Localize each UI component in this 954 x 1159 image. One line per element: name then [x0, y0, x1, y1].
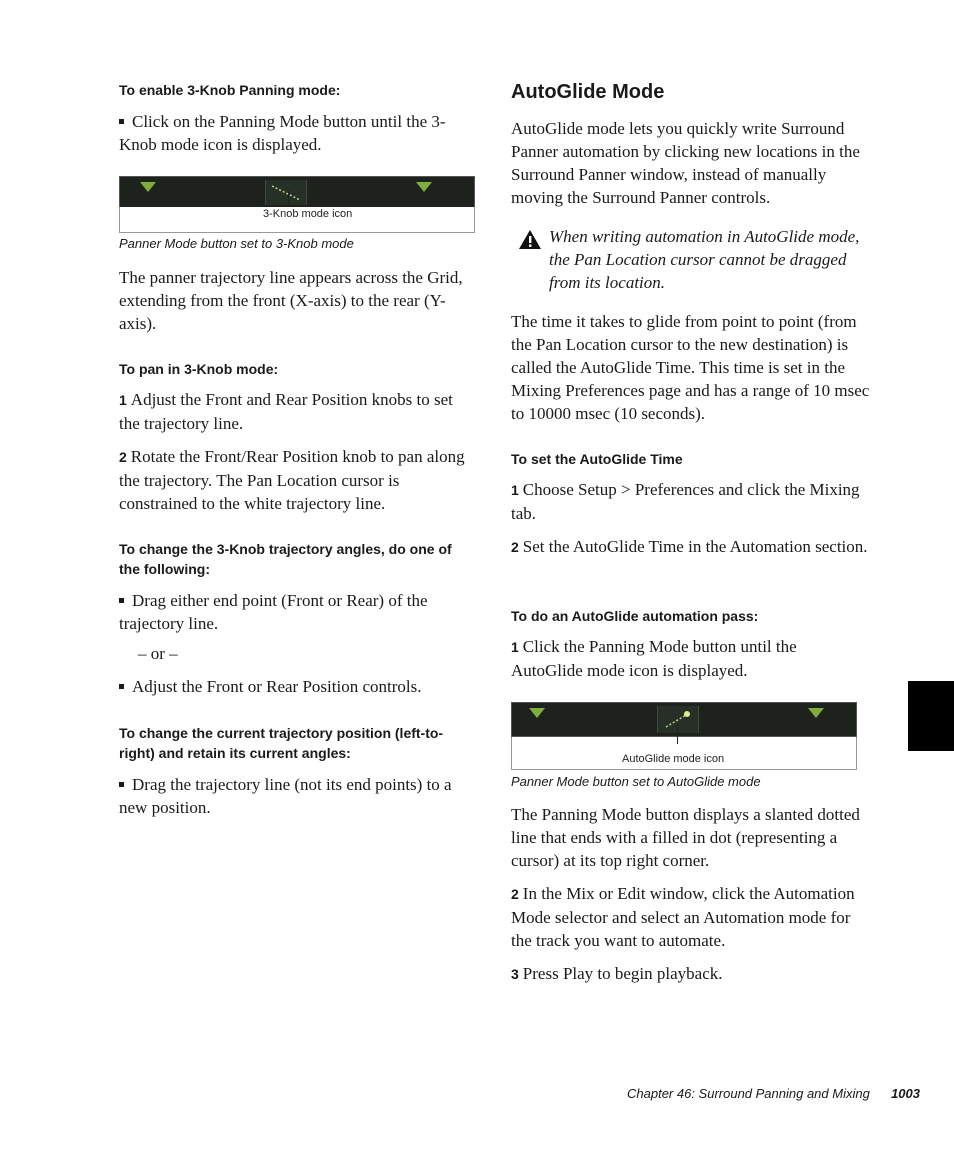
- bullet-icon: [119, 598, 124, 603]
- heading-autoglide-pass: To do an AutoGlide automation pass:: [511, 608, 759, 624]
- pass-step-3: 3 Press Play to begin playback.: [511, 964, 723, 983]
- figure-1-leader-line: [288, 190, 289, 207]
- autoglide-mode-icon: [657, 706, 699, 733]
- footer-page-number: 1003: [891, 1086, 920, 1101]
- heading-enable-3knob: To enable 3-Knob Panning mode:: [119, 82, 341, 98]
- bullet-icon: [119, 782, 124, 787]
- position-bullet: Drag the trajectory line (not its end points) to a new position.: [119, 775, 452, 817]
- pass-step-2: 2 In the Mix or Edit window, click the Automation Mode selector and select an Automation mode for the track you want to automate.: [511, 884, 855, 950]
- angles-bullet-2: Adjust the Front or Rear Position controls.: [119, 675, 475, 698]
- panner-mode-button-3knob: [119, 176, 475, 209]
- autoglide-time-paragraph: The time it takes to glide from point to point (from the Pan Location cursor to the new destination) is called the AutoGlide Time. This time is set in the Mixing Preferences page and has a range of 10 msec to 10000 msec (10 seconds).: [511, 312, 870, 423]
- figure-1-caption: Panner Mode button set to 3-Knob mode: [119, 236, 354, 251]
- figure-2-leader-line: [677, 724, 678, 744]
- trajectory-paragraph: The panner trajectory line appears across the Grid, extending from the front (X-axis) to the rear (Y-axis).: [119, 268, 463, 333]
- chapter-thumb-tab: [908, 681, 954, 751]
- warning-icon: [518, 229, 542, 255]
- heading-pan-3knob: To pan in 3-Knob mode:: [119, 361, 279, 377]
- figure-1-callout-label: 3-Knob mode icon: [263, 208, 353, 220]
- or-separator: – or –: [138, 644, 178, 663]
- heading-change-angles: To change the 3-Knob trajectory angles, do one of the following:: [119, 541, 452, 577]
- front-triangle-icon: [529, 708, 545, 718]
- pass-step-1: 1 Click the Panning Mode button until the AutoGlide mode icon is displayed.: [511, 637, 797, 680]
- pan-step-2: 2 Rotate the Front/Rear Position knob to pan along the trajectory. The Pan Location cursor is constrained to the white trajectory line.: [119, 447, 465, 513]
- heading-change-position: To change the current trajectory position (left-to-right) and retain its current angles:: [119, 725, 444, 761]
- time-step-2: 2 Set the AutoGlide Time in the Automation section.: [511, 537, 868, 556]
- 3knob-mode-icon: [265, 180, 307, 205]
- rear-triangle-icon: [808, 708, 824, 718]
- heading-set-autoglide-time: To set the AutoGlide Time: [511, 451, 683, 467]
- bullet-icon: [119, 684, 124, 689]
- section-title: AutoGlide Mode: [511, 81, 665, 103]
- bullet-icon: [119, 119, 124, 124]
- pan-step-1: 1 Adjust the Front and Rear Position knobs to set the trajectory line.: [119, 390, 453, 433]
- time-step-1: 1 Choose Setup > Preferences and click the Mixing tab.: [511, 480, 860, 523]
- page-footer: [627, 1086, 920, 1101]
- footer-chapter: Chapter 46: Surround Panning and Mixing: [627, 1086, 870, 1101]
- figure-2-caption: Panner Mode button set to AutoGlide mode: [511, 774, 761, 789]
- enable-bullet-item: Click on the Panning Mode button until the 3-Knob mode icon is displayed.: [119, 112, 446, 154]
- angles-bullet-1: Drag either end point (Front or Rear) of the trajectory line.: [119, 591, 428, 633]
- dotted-line-icon: [266, 180, 306, 204]
- display-paragraph: The Panning Mode button displays a slanted dotted line that ends with a filled in dot (representing a cursor) at its top right corner.: [511, 805, 860, 870]
- intro-paragraph: AutoGlide mode lets you quickly write Surround Panner automation by clicking new locations in the Surround Panner window, instead of manually moving the Surround Panner controls.: [511, 119, 860, 207]
- warning-text: When writing automation in AutoGlide mode, the Pan Location cursor cannot be dragged from its location.: [549, 227, 860, 292]
- rear-triangle-icon: [416, 182, 432, 192]
- dotted-line-with-dot-icon: [658, 706, 698, 732]
- figure-2-callout-label: AutoGlide mode icon: [622, 753, 725, 765]
- panner-mode-button-autoglide: [511, 702, 857, 737]
- front-triangle-icon: [140, 182, 156, 192]
